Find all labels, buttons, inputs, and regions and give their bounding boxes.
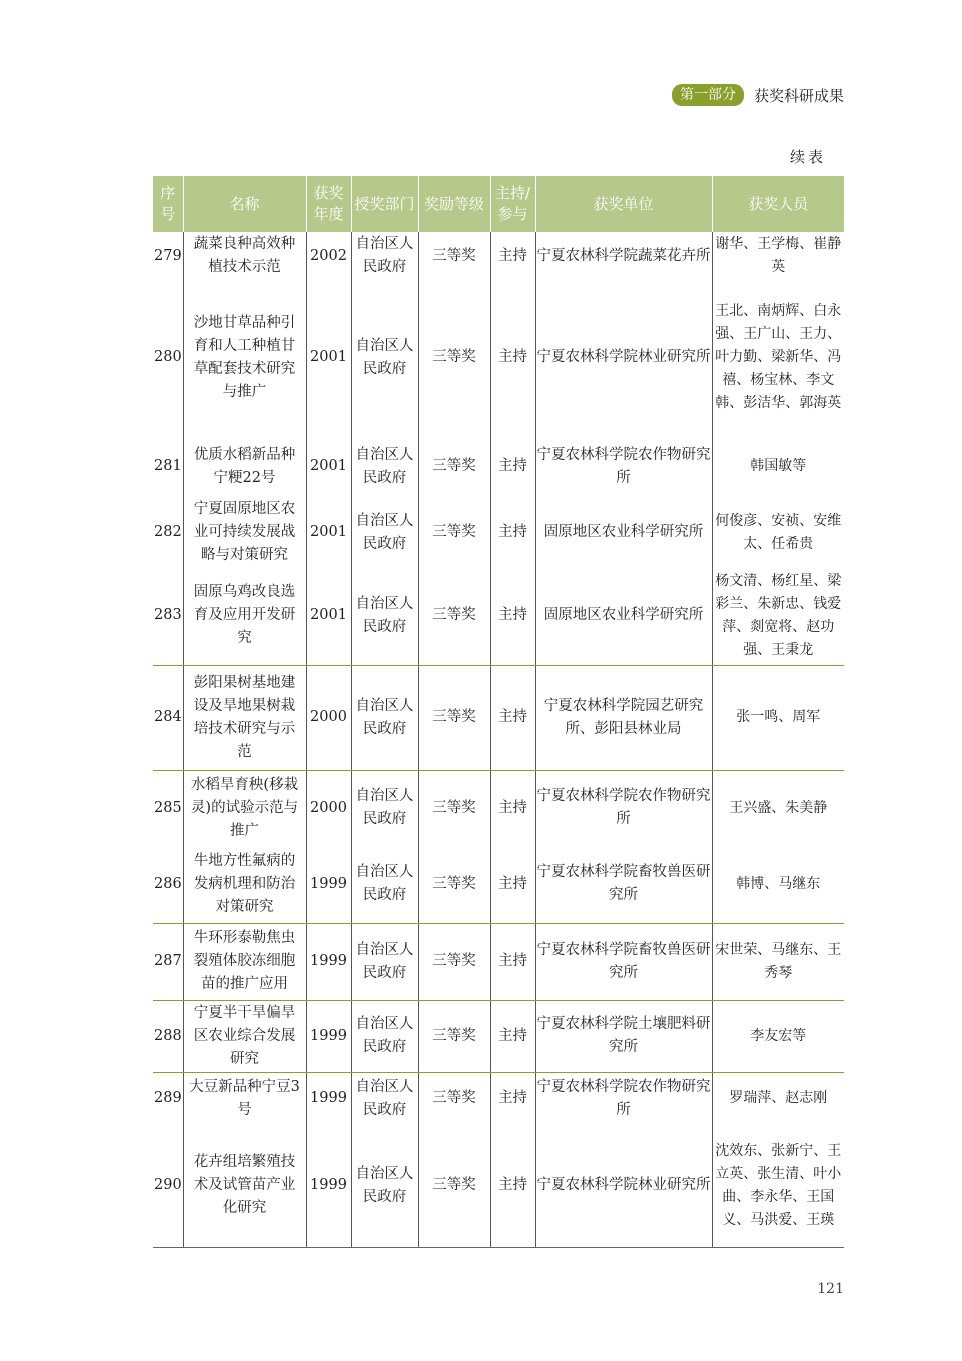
table-row — [153, 567, 844, 665]
part-badge: 第一部分 — [672, 84, 744, 106]
cell-people: 王兴盛、朱美静 — [712, 770, 844, 846]
cell-dept: 自治区人民政府 — [351, 1000, 418, 1072]
col-header-unit: 获奖单位 — [535, 176, 712, 232]
cell-year: 2001 — [306, 567, 351, 665]
col-header-dept: 授奖部门 — [351, 176, 418, 232]
table-header-row — [153, 176, 844, 232]
cell-level: 三等奖 — [418, 665, 490, 770]
table-row — [153, 1072, 844, 1125]
cell-unit: 宁夏农林科学院畜牧兽医研究所 — [535, 846, 712, 923]
col-header-name: 名称 — [183, 176, 306, 232]
cell-no: 281 — [154, 458, 182, 474]
cell-no: 290 — [153, 1125, 183, 1247]
cell-no: 287 — [153, 923, 183, 1000]
cell-dept: 自治区人民政府 — [351, 665, 418, 770]
cell-level: 三等奖 — [418, 1000, 490, 1072]
cell-no: 282 — [154, 524, 182, 540]
cell-year: 2000 — [306, 770, 351, 846]
cell-role: 主持 — [490, 923, 535, 1000]
cell-dept: 自治区人民政府 — [351, 567, 418, 665]
table-row — [153, 498, 844, 567]
running-header — [672, 84, 844, 106]
col-header-year: 获奖年度 — [306, 176, 351, 232]
cell-name: 固原乌鸡改良选育及应用开发研究 — [183, 567, 306, 665]
cell-dept: 自治区人民政府 — [351, 435, 418, 498]
table-row — [153, 1125, 844, 1247]
cell-no: 283 — [153, 567, 183, 665]
table-row — [153, 770, 844, 846]
col-header-role: 主持/参与 — [490, 176, 535, 232]
cell-name: 水稻旱育秧(移栽灵)的试验示范与推广 — [183, 770, 306, 846]
cell-role: 主持 — [490, 665, 535, 770]
cell-year: 1999 — [306, 1072, 351, 1125]
cell-level: 三等奖 — [418, 1125, 490, 1247]
cell-people: 王北、南炳辉、白永强、王广山、王力、叶力勤、梁新华、冯禧、杨宝林、李文韩、彭洁华、郭海英 — [712, 280, 844, 435]
table-row — [153, 665, 844, 770]
cell-role: 主持 — [490, 232, 535, 280]
cell-unit: 宁夏农林科学院林业研究所 — [535, 280, 712, 435]
cell-year: 2001 — [306, 280, 351, 435]
cell-level: 三等奖 — [418, 1072, 490, 1125]
cell-level: 三等奖 — [418, 923, 490, 1000]
cell-year: 2001 — [306, 498, 351, 567]
cell-no: 289 — [154, 1090, 182, 1107]
cell-role: 主持 — [490, 435, 535, 498]
cell-unit: 宁夏农林科学院农作物研究所 — [535, 770, 712, 846]
cell-level: 三等奖 — [418, 770, 490, 846]
cell-level: 三等奖 — [418, 846, 490, 923]
cell-level: 三等奖 — [418, 567, 490, 665]
cell-level: 三等奖 — [418, 498, 490, 567]
col-header-no: 序号 — [160, 184, 176, 223]
cell-people: 李友宏等 — [712, 1000, 844, 1072]
cell-dept: 自治区人民政府 — [351, 232, 418, 280]
cell-no: 286 — [153, 846, 183, 923]
cell-no: 280 — [154, 349, 182, 365]
cell-unit: 宁夏农林科学院土壤肥料研究所 — [535, 1000, 712, 1072]
awards-table — [153, 176, 844, 1248]
cell-unit: 固原地区农业科学研究所 — [535, 498, 712, 567]
cell-no: 284 — [153, 665, 183, 770]
cell-year: 1999 — [306, 1000, 351, 1072]
cell-name: 大豆新品种宁豆3号 — [183, 1072, 306, 1125]
page-number: 121 — [817, 1281, 844, 1297]
cell-name: 牛环形泰勒焦虫裂殖体胶冻细胞苗的推广应用 — [183, 923, 306, 1000]
cell-dept: 自治区人民政府 — [351, 770, 418, 846]
cell-people: 张一鸣、周军 — [712, 665, 844, 770]
cell-unit: 宁夏农林科学院林业研究所 — [535, 1125, 712, 1247]
cell-role: 主持 — [490, 770, 535, 846]
section-title: 获奖科研成果 — [753, 86, 844, 105]
cell-people: 罗瑞萍、赵志刚 — [712, 1072, 844, 1125]
cell-no: 285 — [154, 799, 182, 816]
cell-dept: 自治区人民政府 — [351, 1072, 418, 1125]
cell-dept: 自治区人民政府 — [351, 498, 418, 567]
cell-dept: 自治区人民政府 — [351, 1125, 418, 1247]
cell-people: 沈效东、张新宁、王立英、张生清、叶小曲、李永华、王国义、马洪爱、王瑛 — [712, 1125, 844, 1247]
cell-dept: 自治区人民政府 — [351, 923, 418, 1000]
cell-unit: 固原地区农业科学研究所 — [535, 567, 712, 665]
table-row — [153, 923, 844, 1000]
cell-name: 花卉组培繁殖技术及试管苗产业化研究 — [183, 1125, 306, 1247]
cell-name: 彭阳果树基地建设及旱地果树栽培技术研究与示范 — [183, 665, 306, 770]
cell-year: 2001 — [306, 435, 351, 498]
cell-dept: 自治区人民政府 — [351, 846, 418, 923]
cell-unit: 宁夏农林科学院农作物研究所 — [535, 435, 712, 498]
cell-role: 主持 — [490, 567, 535, 665]
cell-unit: 宁夏农林科学院畜牧兽医研究所 — [535, 923, 712, 1000]
cell-level: 三等奖 — [418, 280, 490, 435]
cell-no: 279 — [154, 247, 182, 264]
cell-year: 1999 — [306, 846, 351, 923]
cell-name: 宁夏固原地区农业可持续发展战略与对策研究 — [183, 498, 306, 567]
table-row — [153, 232, 844, 280]
cell-role: 主持 — [490, 280, 535, 435]
cell-name: 宁夏半干旱偏旱区农业综合发展研究 — [183, 1000, 306, 1072]
cell-unit: 宁夏农林科学院蔬菜花卉所 — [535, 232, 712, 280]
continued-label: 续表 — [789, 148, 826, 166]
cell-level: 三等奖 — [418, 435, 490, 498]
cell-role: 主持 — [490, 1072, 535, 1125]
col-header-people: 获奖人员 — [712, 176, 844, 232]
cell-level: 三等奖 — [418, 232, 490, 280]
cell-role: 主持 — [490, 498, 535, 567]
cell-year: 1999 — [306, 923, 351, 1000]
table-row — [153, 435, 844, 498]
cell-no: 288 — [153, 1000, 183, 1072]
cell-people: 何俊彦、安祯、安维太、任希贵 — [712, 498, 844, 567]
cell-name: 蔬菜良种高效种植技术示范 — [183, 232, 306, 280]
cell-name: 牛地方性氟病的发病机理和防治对策研究 — [183, 846, 306, 923]
table-row — [153, 280, 844, 435]
cell-year: 1999 — [306, 1125, 351, 1247]
cell-people: 谢华、王学梅、崔静英 — [712, 232, 844, 280]
cell-people: 韩国敏等 — [712, 435, 844, 498]
cell-year: 2000 — [306, 665, 351, 770]
cell-role: 主持 — [490, 846, 535, 923]
cell-name: 优质水稻新品种宁粳22号 — [183, 435, 306, 498]
cell-role: 主持 — [490, 1125, 535, 1247]
cell-people: 韩博、马继东 — [712, 846, 844, 923]
cell-dept: 自治区人民政府 — [351, 280, 418, 435]
col-header-level: 奖励等级 — [418, 176, 490, 232]
table-row — [153, 846, 844, 923]
cell-name: 沙地甘草品种引育和人工种植甘草配套技术研究与推广 — [183, 280, 306, 435]
cell-people: 宋世荣、马继东、王秀琴 — [712, 923, 844, 1000]
cell-role: 主持 — [490, 1000, 535, 1072]
cell-year: 2002 — [306, 232, 351, 280]
cell-people: 杨文清、杨红星、梁彩兰、朱新忠、钱爱萍、剡宽将、赵功强、王秉龙 — [712, 567, 844, 665]
cell-unit: 宁夏农林科学院农作物研究所 — [535, 1072, 712, 1125]
cell-unit: 宁夏农林科学院园艺研究所、彭阳县林业局 — [535, 665, 712, 770]
table-row — [153, 1000, 844, 1072]
